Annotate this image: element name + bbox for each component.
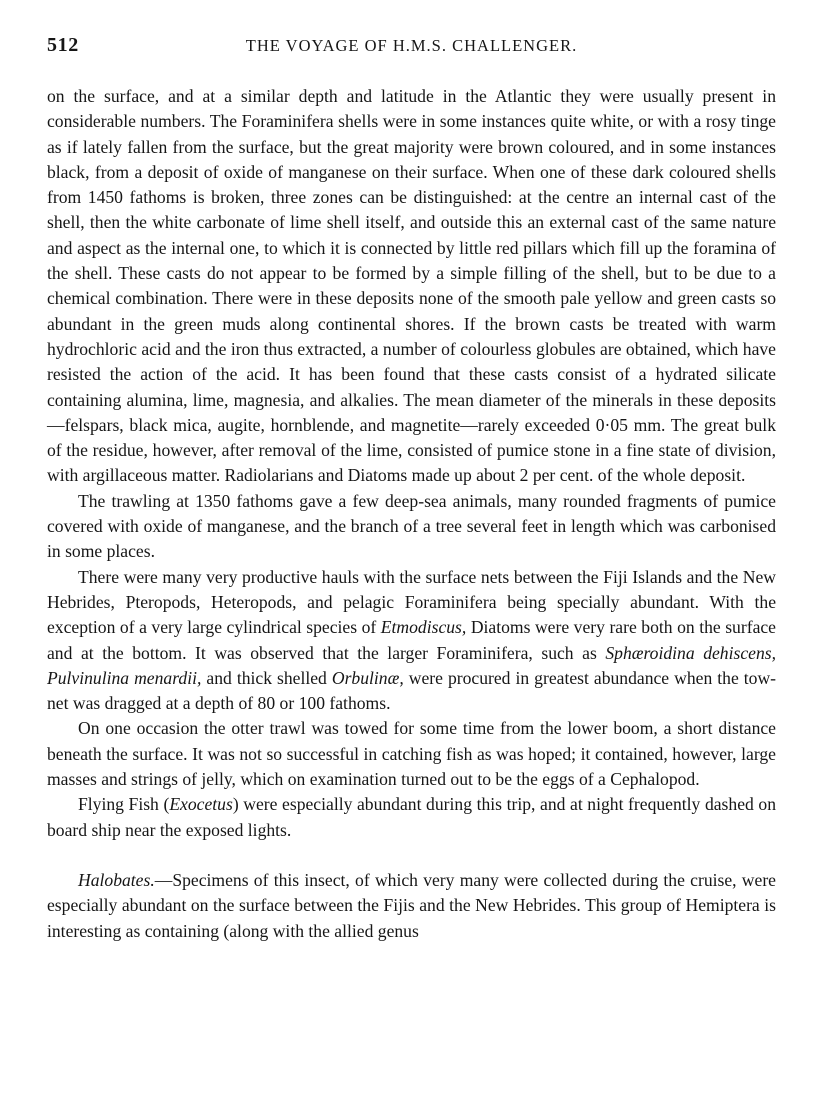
species-sphaeroidina-pulvinulina: Sphæroidina dehiscens, Pulvinulina menardii, [47, 642, 776, 688]
body-text [47, 84, 776, 944]
document-page [47, 34, 776, 944]
species-orbulinae: Orbulinæ, [331, 667, 404, 688]
paragraph-3-text-1: There were many very productive hauls with the surface nets between the Fiji Islands and the New Hebrides, Pteropods, Heteropods, and pelagic Foraminifera being specially abundant. With the exception of a very large cylindrical species of [47, 566, 776, 638]
paragraph-5-text-2: ) were especially abundant during this trip, and at night frequently dashed on board ship near the exposed lights. [47, 794, 776, 840]
halobates-heading: Halobates. [78, 869, 155, 890]
paragraph-2: The trawling at 1350 fathoms gave a few deep-sea animals, many rounded fragments of pumice covered with oxide of manganese, and the branch of a tree several feet in length which was carbonised in some places. [47, 490, 776, 562]
species-etmodiscus: Etmodiscus, [380, 617, 467, 638]
paragraph-gap [47, 843, 776, 868]
paragraph-4: On one occasion the otter trawl was towed for some time from the lower boom, a short distance beneath the surface. It was not so successful in catching fish as was hoped; it contained, however, large masses and strings of jelly, which on examination turned out to be the eggs of a Cephalopod. [47, 718, 776, 790]
paragraph-6 [47, 868, 776, 944]
paragraph-5 [47, 792, 776, 843]
paragraph-5-text-1: Flying Fish ( [78, 794, 170, 815]
paragraph-6-text: —Specimens of this insect, of which very many were collected during the cruise, were especially abundant on the surface between the Fijis and the New Hebrides. This group of Hemiptera is interesting as containing (along with the allied genus [47, 869, 776, 941]
paragraph-3-text-2: Diatoms were very rare both on the surface and at the bottom. It was observed that the larger Foraminifera, such as [47, 617, 776, 663]
paragraph-3-text-4: were procured in greatest abundance when the tow-net was dragged at a depth of 80 or 100 fathoms. [47, 667, 777, 714]
paragraph-1: on the surface, and at a similar depth and latitude in the Atlantic they were usually present in considerable numbers. The Foraminifera shells were in some instances quite white, or with a rosy tinge as if lately fallen from the surface, but the great majority were brown coloured, and in some instances black, from a deposit of oxide of manganese on their surface. When one of these dark coloured shells from 1450 fathoms is broken, three zones can be distinguished: at the centre an internal cast of the shell, then the white carbonate of lime shell itself, and outside this an external cast of the same nature and aspect as the internal one, to which it is connected by little red pillars which fill up the foramina of the shell. These casts do not appear to be formed by a simple filling of the shell, but to be due to a chemical combination. There were in these deposits none of the smooth pale yellow and green casts so abundant in the green muds along continental shores. If the brown casts be treated with warm hydrochloric acid and the iron thus extracted, a number of colourless globules are obtained, which have resisted the action of the acid. It has been found that these casts consist of a hydrated silicate containing alumina, lime, magnesia, and alkalies. The mean diameter of the minerals in these deposits—felspars, black mica, augite, hornblende, and magnetite—rarely exceeded 0·05 mm. The great bulk of the residue, however, after removal of the lime, consisted of pumice stone in a fine state of division, with argillaceous matter. Radiolarians and Diatoms made up about 2 per cent. of the whole deposit. [47, 86, 776, 486]
running-title: THE VOYAGE OF H.M.S. CHALLENGER. [245, 36, 578, 55]
paragraph-3-text-3: and thick shelled [201, 667, 332, 688]
species-exocetus: Exocetus [169, 794, 233, 815]
page-number: 512 [47, 34, 79, 56]
paragraph-3 [47, 565, 776, 717]
page-header [47, 34, 776, 62]
